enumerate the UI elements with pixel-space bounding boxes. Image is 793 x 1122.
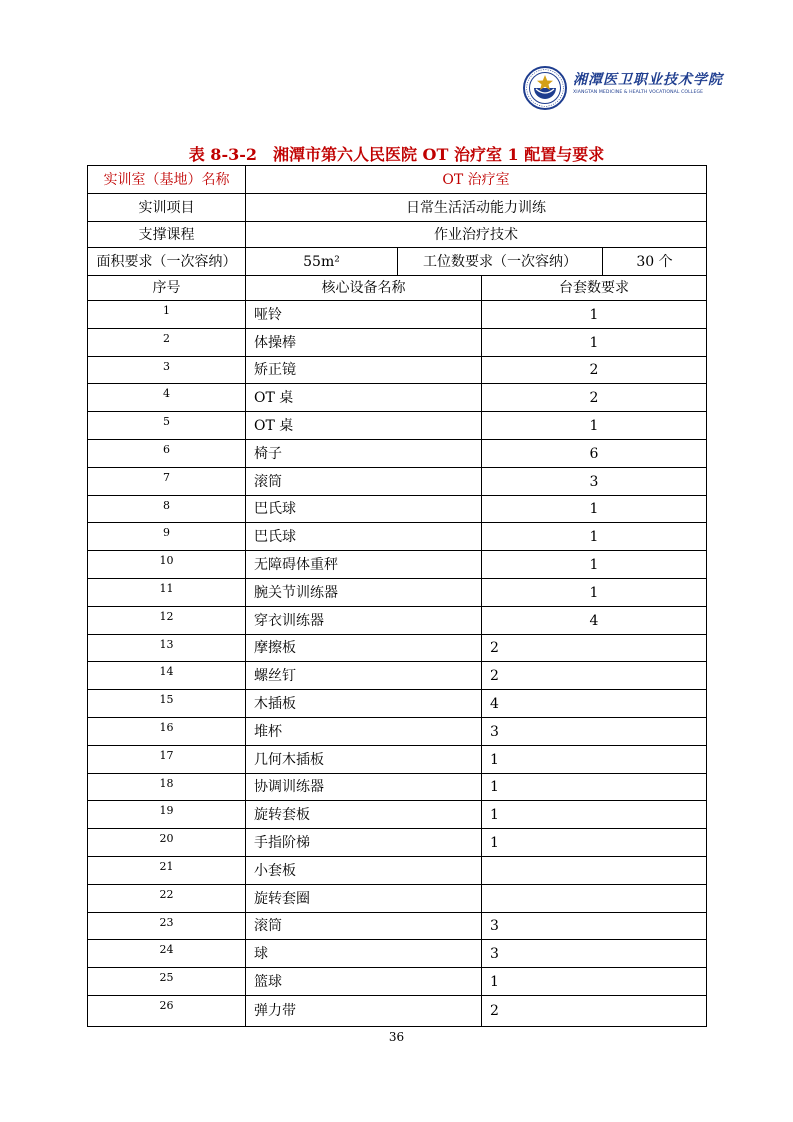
row-name: 小套板 (246, 857, 482, 884)
row-name: OT 桌 (246, 384, 482, 411)
row-count: 1 (589, 417, 599, 434)
table-row (88, 774, 706, 801)
row-no: 3 (88, 357, 246, 383)
row-count: 1 (589, 334, 599, 351)
table-row (88, 829, 706, 857)
row-no: 20 (88, 829, 246, 856)
row-no: 8 (88, 496, 246, 522)
table-title: 表 8-3-2 湘潭市第六人民医院 OT 治疗室 1 配置与要求 (188, 145, 605, 164)
row-no: 14 (88, 662, 246, 689)
table-row (88, 301, 706, 329)
row-no: 22 (88, 885, 246, 912)
page-number: 36 (388, 1030, 405, 1044)
row-no: 12 (88, 607, 246, 634)
row-count (482, 857, 706, 884)
table-row (88, 329, 706, 357)
table-row (88, 801, 706, 829)
row-no: 24 (88, 940, 246, 967)
row-count: 2 (589, 389, 599, 406)
area-value: 55m² (246, 248, 398, 275)
table-row (88, 635, 706, 662)
row-no: 10 (88, 551, 246, 578)
row-count: 1 (490, 751, 499, 768)
project-label: 实训项目 (88, 194, 246, 221)
row-count: 3 (490, 918, 499, 934)
row-count: 2 (589, 362, 599, 378)
table-row (88, 579, 706, 607)
header-name: 核心设备名称 (246, 276, 482, 300)
row-no: 7 (88, 468, 246, 495)
row-count: 3 (490, 723, 499, 740)
info-row-course (88, 222, 706, 248)
row-count: 2 (490, 1003, 499, 1019)
row-no: 25 (88, 968, 246, 995)
area-label: 面积要求（一次容纳） (88, 248, 246, 275)
row-name: 堆杯 (246, 718, 482, 745)
table-row (88, 496, 706, 523)
row-name: 哑铃 (246, 301, 482, 328)
table-row (88, 857, 706, 885)
row-no: 9 (88, 523, 246, 550)
row-count: 2 (490, 640, 499, 656)
room-label: 实训室（基地）名称 (88, 166, 246, 193)
row-name: 几何木插板 (246, 746, 482, 773)
row-no: 17 (88, 746, 246, 773)
row-no: 13 (88, 635, 246, 661)
row-no: 18 (88, 774, 246, 800)
row-count: 1 (589, 306, 599, 323)
row-name: 穿衣训练器 (246, 607, 482, 634)
college-name-cn: 湘潭医卫职业技术学院 (573, 72, 723, 88)
equipment-table (87, 165, 707, 1027)
row-name: 滚筒 (246, 468, 482, 495)
row-no: 11 (88, 579, 246, 606)
room-value: OT 治疗室 (442, 171, 510, 188)
row-count: 3 (589, 473, 599, 490)
row-no: 23 (88, 913, 246, 939)
row-no: 16 (88, 718, 246, 745)
row-name: OT 桌 (246, 412, 482, 439)
table-row (88, 384, 706, 412)
row-name: 手指阶梯 (246, 829, 482, 856)
row-no: 21 (88, 857, 246, 884)
row-name: 螺丝钉 (246, 662, 482, 689)
row-name: 滚筒 (246, 913, 482, 939)
row-name: 巴氏球 (246, 523, 482, 550)
row-no: 19 (88, 801, 246, 828)
header-no: 序号 (88, 276, 246, 300)
table-row (88, 607, 706, 635)
info-row-project (88, 194, 706, 222)
table-row (88, 551, 706, 579)
row-no: 15 (88, 690, 246, 717)
table-row (88, 523, 706, 551)
table-row (88, 940, 706, 968)
table-row (88, 440, 706, 468)
table-row (88, 746, 706, 774)
table-row (88, 996, 706, 1026)
header-count: 台套数要求 (559, 280, 629, 296)
course-label: 支撑课程 (88, 222, 246, 247)
college-seal-icon (523, 66, 567, 110)
row-no: 2 (88, 329, 246, 356)
station-label: 工位数要求（一次容纳） (398, 248, 603, 275)
row-count: 3 (490, 945, 499, 962)
row-no: 4 (88, 384, 246, 411)
row-name: 无障碍体重秤 (246, 551, 482, 578)
header-row (88, 276, 706, 301)
row-count: 1 (589, 584, 599, 601)
row-count: 2 (490, 667, 499, 684)
row-name: 弹力带 (246, 996, 482, 1026)
table-row (88, 468, 706, 496)
station-value: 30 个 (636, 253, 673, 270)
row-name: 矫正镜 (246, 357, 482, 383)
info-row-room (88, 166, 706, 194)
row-count: 1 (490, 806, 499, 823)
project-value: 日常生活活动能力训练 (406, 199, 546, 216)
info-row-capacity (88, 248, 706, 276)
row-no: 5 (88, 412, 246, 439)
row-name: 旋转套板 (246, 801, 482, 828)
row-count: 6 (589, 445, 599, 462)
row-name: 摩擦板 (246, 635, 482, 661)
row-count: 4 (589, 612, 599, 629)
row-name: 球 (246, 940, 482, 967)
row-no: 26 (88, 996, 246, 1026)
row-name: 旋转套圈 (246, 885, 482, 912)
row-count: 4 (490, 695, 499, 712)
row-count: 1 (490, 834, 499, 851)
row-name: 椅子 (246, 440, 482, 467)
row-name: 篮球 (246, 968, 482, 995)
row-count: 1 (589, 528, 599, 545)
row-no: 1 (88, 301, 246, 328)
row-count: 1 (589, 501, 599, 517)
row-name: 腕关节训练器 (246, 579, 482, 606)
table-row (88, 357, 706, 384)
table-row (88, 885, 706, 913)
row-name: 协调训练器 (246, 774, 482, 800)
row-name: 木插板 (246, 690, 482, 717)
college-logo (523, 66, 723, 110)
table-row (88, 412, 706, 440)
table-row (88, 718, 706, 746)
table-row (88, 662, 706, 690)
table-row (88, 913, 706, 940)
row-name: 巴氏球 (246, 496, 482, 522)
row-count: 1 (589, 556, 599, 573)
row-name: 体操棒 (246, 329, 482, 356)
table-row (88, 968, 706, 996)
row-count (482, 885, 706, 912)
row-count: 1 (490, 973, 499, 990)
college-name-en: XIANGTAN MEDICINE & HEALTH VOCATIONAL COLLEGE (573, 90, 704, 95)
course-value: 作业治疗技术 (434, 226, 518, 243)
table-row (88, 690, 706, 718)
row-count: 1 (490, 779, 499, 795)
row-no: 6 (88, 440, 246, 467)
